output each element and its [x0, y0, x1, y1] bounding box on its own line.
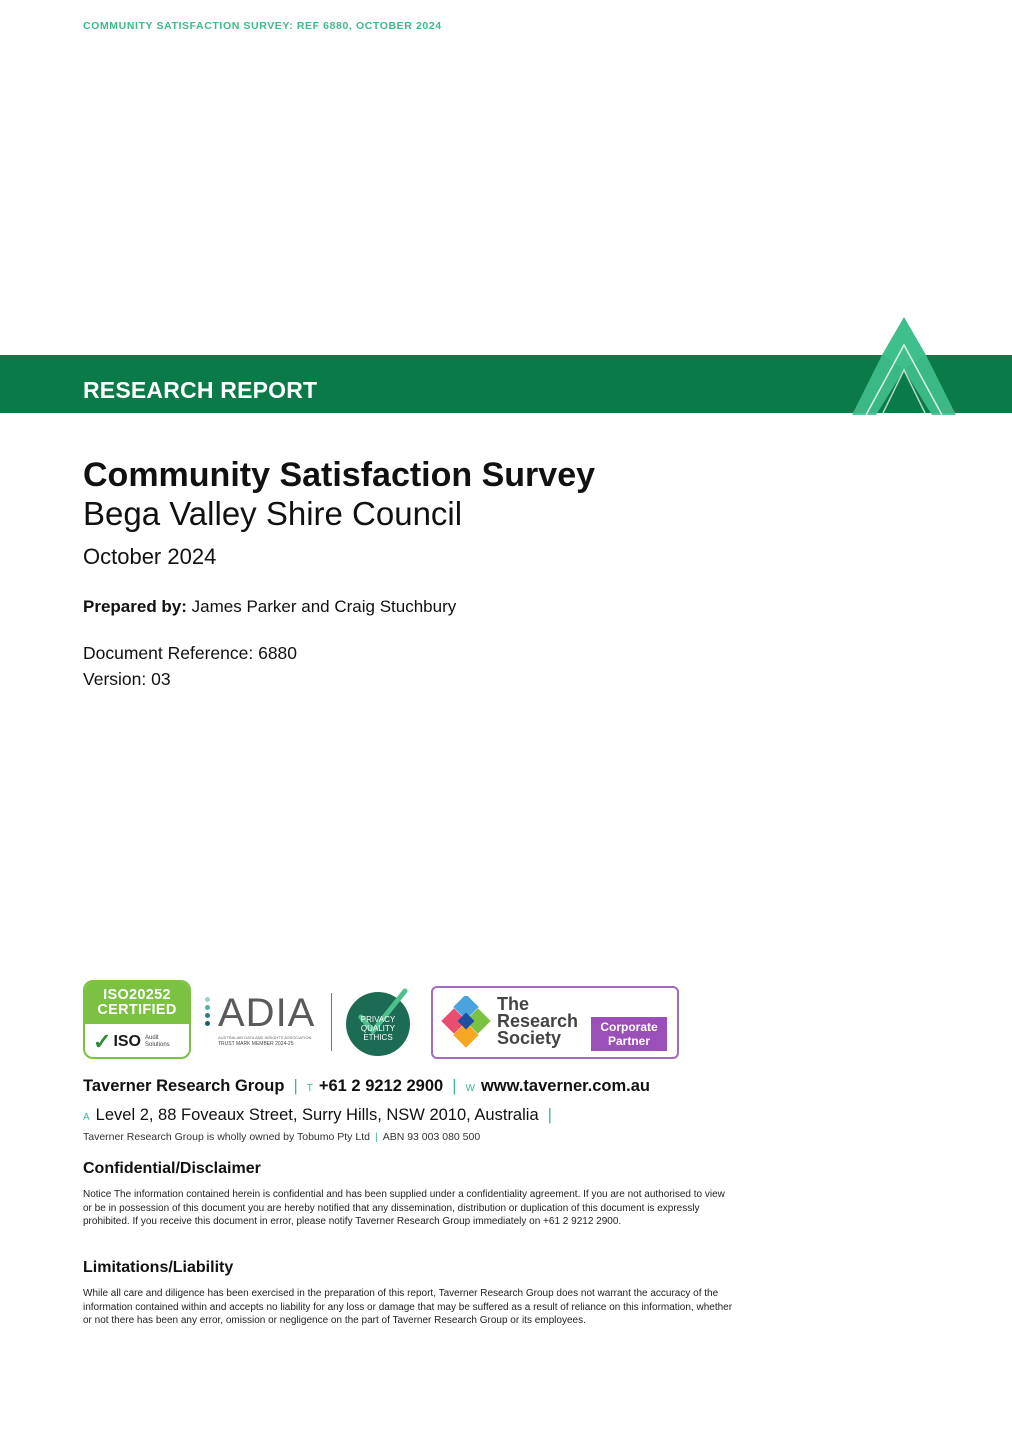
- privacy-text: PRIVACY: [360, 1015, 396, 1024]
- logo-divider: [331, 993, 332, 1051]
- iso-badge-header: [85, 982, 189, 1024]
- privacy-quality-ethics-seal-icon: [343, 987, 413, 1057]
- address: Level 2, 88 Foveaux Street, Surry Hills, NSW 2010, Australia: [95, 1106, 539, 1124]
- adia-dots-icon: [205, 997, 210, 1029]
- prepared-by-names: James Parker and Craig Stuchbury: [191, 597, 457, 616]
- report-title: Community Satisfaction Survey: [83, 456, 596, 494]
- address-line: [83, 1106, 561, 1125]
- research-society-mark-icon: [441, 996, 491, 1048]
- separator: |: [452, 1077, 457, 1095]
- abn: ABN 93 003 080 500: [382, 1131, 481, 1143]
- research-society-name: [497, 996, 578, 1047]
- adia-association-text: AUSTRALIAN DATA AND INSIGHTS ASSOCIATION: [218, 1035, 312, 1040]
- checkmark-icon: ✓: [93, 1029, 112, 1054]
- separator: |: [374, 1131, 378, 1143]
- limitations-text: While all care and diligence has been exercised in the preparation of this report, Taverner Research Group does not warrant the accuracy of the information contained within and accepts no liability for any loss or damage that may be suffered as a result of reliance on this information, whether or not there has been any error, omission or negligence on the part of Taverner Research Group or its employees.: [83, 1288, 733, 1327]
- document-reference: Document Reference: 6880: [83, 643, 298, 663]
- rs-badge-line1: Corporate: [600, 1020, 658, 1034]
- banner-title: RESEARCH REPORT: [83, 377, 318, 403]
- ethics-text: ETHICS: [363, 1033, 393, 1042]
- iso-audit-text: Audit Solutions: [145, 1035, 170, 1048]
- adia-word: ADIA: [218, 991, 316, 1035]
- contact-line: [83, 1077, 650, 1096]
- tel-label: T: [306, 1083, 313, 1094]
- quality-text: QUALITY: [360, 1024, 396, 1033]
- rs-line2: Research: [497, 1011, 579, 1031]
- limitations-heading: Limitations/Liability: [83, 1259, 234, 1276]
- document-version: Version: 03: [83, 669, 171, 689]
- iso-badge-footer: [93, 1030, 183, 1054]
- iso-certified-badge: [83, 980, 191, 1059]
- iso-badge-line2: CERTIFIED: [97, 1002, 177, 1018]
- report-date: October 2024: [83, 544, 217, 569]
- confidential-heading: Confidential/Disclaimer: [83, 1160, 261, 1177]
- separator: |: [293, 1077, 298, 1095]
- separator: |: [547, 1106, 552, 1124]
- prepared-by-label: Prepared by:: [83, 597, 187, 616]
- website-link[interactable]: www.taverner.com.au: [480, 1077, 650, 1095]
- prepared-by: [83, 597, 456, 617]
- confidential-text: Notice The information contained herein is confidential and has been supplied under a confidentiality agreement. If you are not authorised to view or be in possession of this document you are hereby notified that any dissemination, distribution or duplication of this document is expressly prohibited. If you receive this document in error, please notify Taverner Research Group immediately on +61 2 9212 2900.: [83, 1189, 725, 1228]
- report-subtitle: Bega Valley Shire Council: [83, 495, 463, 532]
- telephone: +61 2 9212 2900: [318, 1077, 444, 1095]
- research-society-logo: [431, 986, 679, 1059]
- web-label: W: [465, 1083, 475, 1094]
- taverner-leaf-logo-icon: [846, 315, 962, 415]
- company-name: Taverner Research Group: [83, 1077, 285, 1095]
- iso-word: ISO: [113, 1033, 141, 1050]
- ownership-text: Taverner Research Group is wholly owned by Tobumo Pty Ltd: [83, 1131, 370, 1143]
- adia-trustmark-text: TRUST MARK MEMBER 2024-25: [218, 1041, 294, 1047]
- address-label: A: [83, 1112, 90, 1123]
- rs-line3: Society: [497, 1028, 562, 1048]
- iso-badge-line1: ISO20252: [103, 987, 171, 1003]
- ownership-line: [83, 1131, 480, 1143]
- adia-logo: [205, 991, 320, 1047]
- corporate-partner-badge: [591, 1017, 667, 1051]
- rs-badge-line2: Partner: [607, 1034, 651, 1048]
- header-reference: COMMUNITY SATISFACTION SURVEY: REF 6880, OCTOBER 2024: [83, 20, 442, 32]
- rs-line1: The: [497, 994, 530, 1014]
